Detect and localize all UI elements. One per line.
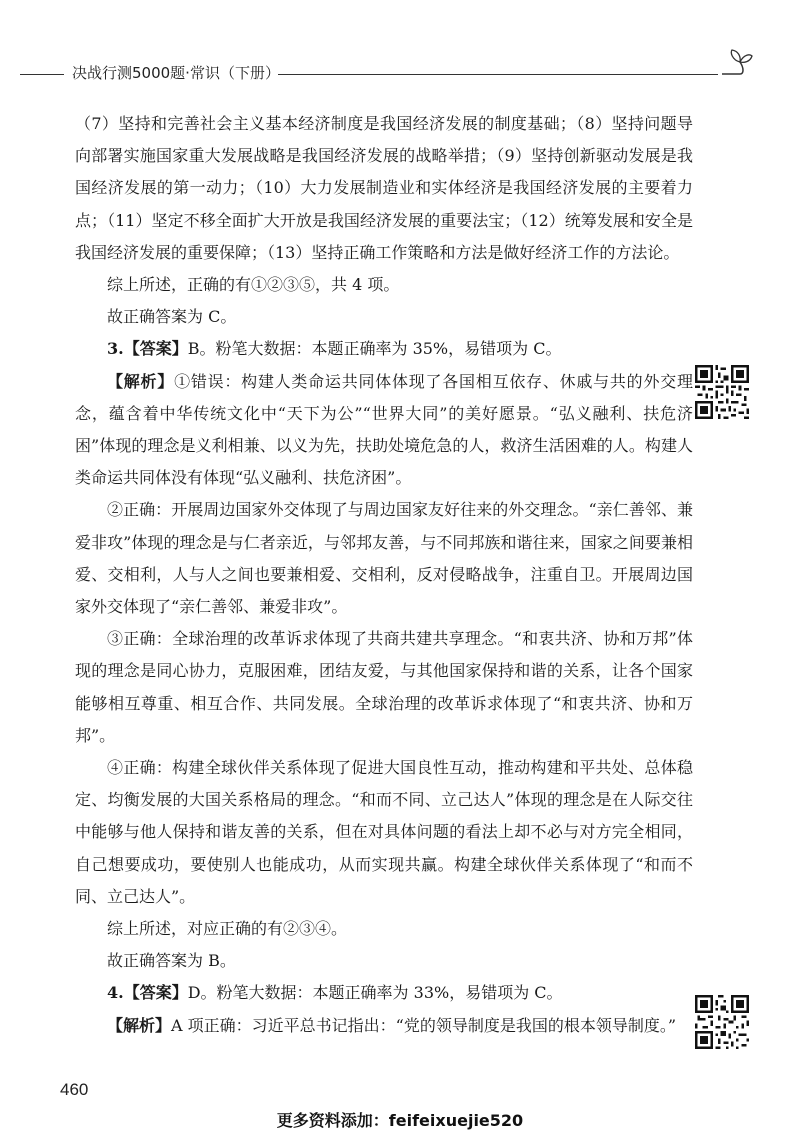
analysis-text: ①错误：构建人类命运共同体体现了各国相互依存、休戚与共的外交理念，蕴含着中华传统文化中“天下为公”“世界大同”的美好愿景。“弘义融利、扶危济困”体现的理念是义利相兼、以义为先，扶助处境危急的人，救济生活困难的人。构建人类命运共同体没有体现“弘义融利、扶危济困”。 [75, 371, 693, 488]
qr-code-q4[interactable] [695, 995, 749, 1049]
analysis-q4-start [75, 1010, 693, 1042]
answer-header-q4 [75, 977, 693, 1009]
header-rule-right [278, 74, 718, 75]
analysis-text: A 项正确：习近平总书记指出：“党的领导制度是我国的根本领导制度。” [171, 1015, 677, 1035]
analysis-q3-item1 [75, 366, 693, 495]
summary-line-q3: 综上所述，对应正确的有②③④。 [107, 919, 348, 939]
analysis-label: 【解析】 [107, 1015, 172, 1035]
running-header-title: 决战行测5000题·常识（下册） [72, 64, 280, 82]
answer-line-q3: 故正确答案为 B。 [107, 951, 236, 971]
sprout-icon [718, 48, 754, 78]
header-rule-left [20, 74, 64, 75]
answer-label: 3.【答案】 [107, 339, 188, 359]
answer-label: 4.【答案】 [107, 983, 188, 1003]
summary-line-q2: 综上所述，正确的有①②③⑤，共 4 项。 [107, 275, 400, 295]
analysis-label: 【解析】 [107, 371, 175, 391]
answer-detail: B。粉笔大数据：本题正确率为 35%，易错项为 C。 [187, 339, 562, 359]
analysis-q3-item2: ②正确：开展周边国家外交体现了与周边国家友好往来的外交理念。“亲仁善邻、兼爱非攻”体现的理念是与仁者亲近，与邻邦友善，与不同邦族和谐往来，国家之间要兼相爱、交相利，人与人之间也要兼相爱、交相利，反对侵略战争，注重自卫。开展周边国家外交体现了“亲仁善邻、兼爱非攻”。 [75, 500, 693, 617]
answer-header-q3 [75, 333, 693, 365]
answer-detail: D。粉笔大数据：本题正确率为 33%，易错项为 C。 [187, 983, 563, 1003]
page-number: 460 [60, 1080, 89, 1099]
analysis-q3-item4: ④正确：构建全球伙伴关系体现了促进大国良性互动，推动构建和平共处、总体稳定、均衡发展的大国关系格局的理念。“和而不同、立己达人”体现的理念是在人际交往中能够与他人保持和谐友善的关系，但在对具体问题的看法上却不必与对方完全相同，自己想要成功，要使别人也能成功，从而实现共赢。构建全球伙伴关系体现了“和而不同、立己达人”。 [75, 758, 693, 906]
answer-line-q2: 故正确答案为 C。 [107, 307, 237, 327]
footer-watermark: 更多资料添加：feifeixuejie520 [276, 1111, 524, 1130]
analysis-q3-item3: ③正确：全球治理的改革诉求体现了共商共建共享理念。“和衷共济、协和万邦”体现的理念是同心协力，克服困难，团结友爱，与其他国家保持和谐的关系，让各个国家能够相互尊重、相互合作、共同发展。全球治理的改革诉求体现了“和衷共济、协和万邦”。 [75, 629, 693, 745]
paragraph-list-7-13: （7）坚持和完善社会主义基本经济制度是我国经济发展的制度基础；（8）坚持问题导向部署实施国家重大发展战略是我国经济发展的战略举措；（9）坚持创新驱动发展是我国经济发展的第一动力；（10）大力发展制造业和实体经济是我国经济发展的主要着力点；（11）坚定不移全面扩大开放是我国经济发展的重要法宝；（12）统筹发展和安全是我国经济发展的重要保障；（13）坚持正确工作策略和方法是做好经济工作的方法论。 [75, 114, 693, 262]
qr-code-q3[interactable] [695, 365, 749, 419]
page-body [75, 108, 693, 1042]
